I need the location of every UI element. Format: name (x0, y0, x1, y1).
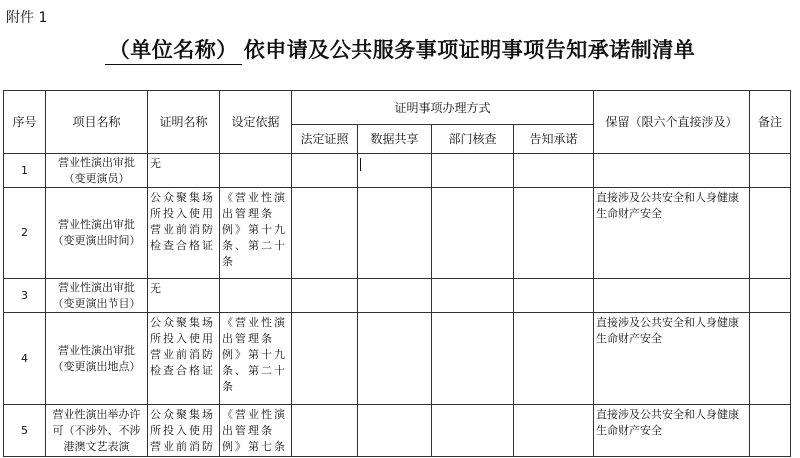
header-item-name: 项目名称 (46, 91, 148, 154)
row-item-name: 营业性演出审批（变更演员） (46, 154, 148, 188)
row-method-commitment[interactable] (514, 313, 594, 405)
row-method-license[interactable] (292, 279, 358, 313)
row-method-commitment[interactable] (514, 154, 594, 188)
row-item-name: 营业性演出审批（变更演出节目） (46, 279, 148, 313)
header-method-data-sharing: 数据共享 (358, 125, 432, 154)
row-method-license[interactable] (292, 405, 358, 457)
table-row (4, 405, 791, 457)
row-item-name: 营业性演出审批（变更演出时间） (46, 188, 148, 279)
row-seq: 3 (4, 279, 46, 313)
title-text: 依申请及公共服务事项证明事项告知承诺制清单 (243, 38, 696, 62)
row-method-data-sharing[interactable] (358, 188, 432, 279)
row-method-dept-check[interactable] (432, 279, 514, 313)
row-note (750, 405, 791, 457)
row-method-dept-check[interactable] (432, 313, 514, 405)
header-method-commitment: 告知承诺 (514, 125, 594, 154)
row-method-license[interactable] (292, 313, 358, 405)
row-proof-name: 公众聚集场所投入使用营业前消防检查合格证 (148, 188, 220, 279)
page-title (0, 34, 800, 65)
row-note (750, 313, 791, 405)
row-proof-name: 无 (148, 154, 220, 188)
row-note (750, 279, 791, 313)
table-row (4, 313, 791, 405)
row-reserve (594, 154, 750, 188)
row-basis: 《营业性演出管理条例》第七条 (220, 405, 292, 457)
row-seq: 4 (4, 313, 46, 405)
table-row (4, 279, 791, 313)
row-note (750, 154, 791, 188)
row-proof-name: 无 (148, 279, 220, 313)
row-method-data-sharing[interactable] (358, 313, 432, 405)
row-basis: 《营业性演出管理条例》第十九条、第二十条 (220, 188, 292, 279)
header-proof-name: 证明名称 (148, 91, 220, 154)
row-item-name: 营业性演出举办许可（不涉外、不涉港澳文艺表演 (46, 405, 148, 457)
row-seq: 2 (4, 188, 46, 279)
row-basis (220, 279, 292, 313)
row-note (750, 188, 791, 279)
attachment-label: 附件 1 (6, 10, 48, 26)
row-item-name: 营业性演出审批（变更演出地点） (46, 313, 148, 405)
row-method-license[interactable] (292, 188, 358, 279)
row-method-data-sharing[interactable] (358, 154, 432, 188)
row-reserve: 直接涉及公共安全和人身健康生命财产安全 (594, 188, 750, 279)
row-reserve (594, 279, 750, 313)
row-method-commitment[interactable] (514, 188, 594, 279)
row-method-data-sharing[interactable] (358, 405, 432, 457)
unit-name-placeholder: （单位名称） (105, 34, 242, 65)
header-method-dept-check: 部门核查 (432, 125, 514, 154)
row-method-dept-check[interactable] (432, 154, 514, 188)
row-method-license[interactable] (292, 154, 358, 188)
row-method-data-sharing[interactable] (358, 279, 432, 313)
header-note: 备注 (750, 91, 791, 154)
row-seq: 5 (4, 405, 46, 457)
row-method-commitment[interactable] (514, 405, 594, 457)
header-method-license: 法定证照 (292, 125, 358, 154)
text-cursor (360, 158, 361, 171)
row-proof-name: 公众聚集场所投入使用营业前消防 (148, 405, 220, 457)
row-seq: 1 (4, 154, 46, 188)
row-reserve: 直接涉及公共安全和人身健康生命财产安全 (594, 313, 750, 405)
checklist-table (3, 90, 791, 457)
row-basis (220, 154, 292, 188)
header-basis: 设定依据 (220, 91, 292, 154)
table-row (4, 188, 791, 279)
row-method-dept-check[interactable] (432, 405, 514, 457)
header-reserve: 保留（限六个直接涉及） (594, 91, 750, 154)
row-method-dept-check[interactable] (432, 188, 514, 279)
row-method-commitment[interactable] (514, 279, 594, 313)
row-basis: 《营业性演出管理条例》第十九条、第二十条 (220, 313, 292, 405)
table-row (4, 154, 791, 188)
row-reserve: 直接涉及公共安全和人身健康生命财产安全 (594, 405, 750, 457)
row-proof-name: 公众聚集场所投入使用营业前消防检查合格证 (148, 313, 220, 405)
header-method-group: 证明事项办理方式 (292, 91, 594, 125)
header-seq: 序号 (4, 91, 46, 154)
